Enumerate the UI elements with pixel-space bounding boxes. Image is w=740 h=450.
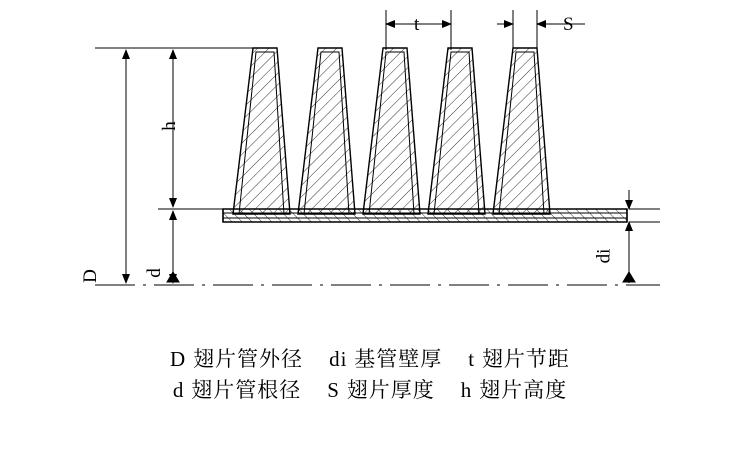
fins-group bbox=[233, 48, 550, 214]
legend-symbol-S: S bbox=[327, 378, 340, 402]
legend-item-di bbox=[329, 344, 442, 375]
legend-item-d bbox=[173, 375, 301, 406]
dim-label-D: D bbox=[79, 269, 101, 283]
legend-text-t: 翅片节距 bbox=[481, 348, 570, 371]
dim-label-di: di bbox=[593, 248, 615, 264]
dim-label-S: S bbox=[563, 14, 574, 35]
dim-label-t: t bbox=[414, 14, 420, 35]
fin-3 bbox=[363, 48, 420, 214]
fin-1 bbox=[233, 48, 290, 214]
legend-text-D: 翅片管外径 bbox=[193, 348, 304, 371]
legend-item-h bbox=[461, 375, 567, 406]
legend-item-S bbox=[327, 375, 435, 406]
legend-item-t bbox=[468, 344, 570, 375]
dimension-di bbox=[623, 190, 660, 283]
fin-5 bbox=[493, 48, 550, 214]
dim-label-d: d bbox=[143, 268, 165, 278]
legend-row-1 bbox=[0, 344, 740, 375]
legend-symbol-d: d bbox=[172, 378, 185, 402]
legend-symbol-h: h bbox=[460, 378, 473, 402]
fin-2 bbox=[298, 48, 355, 214]
legend-row-2 bbox=[0, 375, 740, 406]
dim-label-h: h bbox=[158, 121, 180, 131]
legend-symbol-D: D bbox=[170, 347, 187, 371]
legend-symbol-di: di bbox=[329, 347, 348, 371]
dimension-d bbox=[167, 211, 179, 283]
legend bbox=[0, 344, 740, 406]
legend-text-S: 翅片厚度 bbox=[346, 379, 435, 402]
legend-symbol-t: t bbox=[468, 347, 476, 371]
fin-4 bbox=[428, 48, 485, 214]
legend-text-h: 翅片高度 bbox=[479, 379, 568, 402]
legend-text-d: 翅片管根径 bbox=[191, 379, 302, 402]
legend-text-di: 基管壁厚 bbox=[354, 348, 443, 371]
legend-item-D bbox=[170, 344, 303, 375]
base-tube-wall bbox=[223, 209, 627, 222]
